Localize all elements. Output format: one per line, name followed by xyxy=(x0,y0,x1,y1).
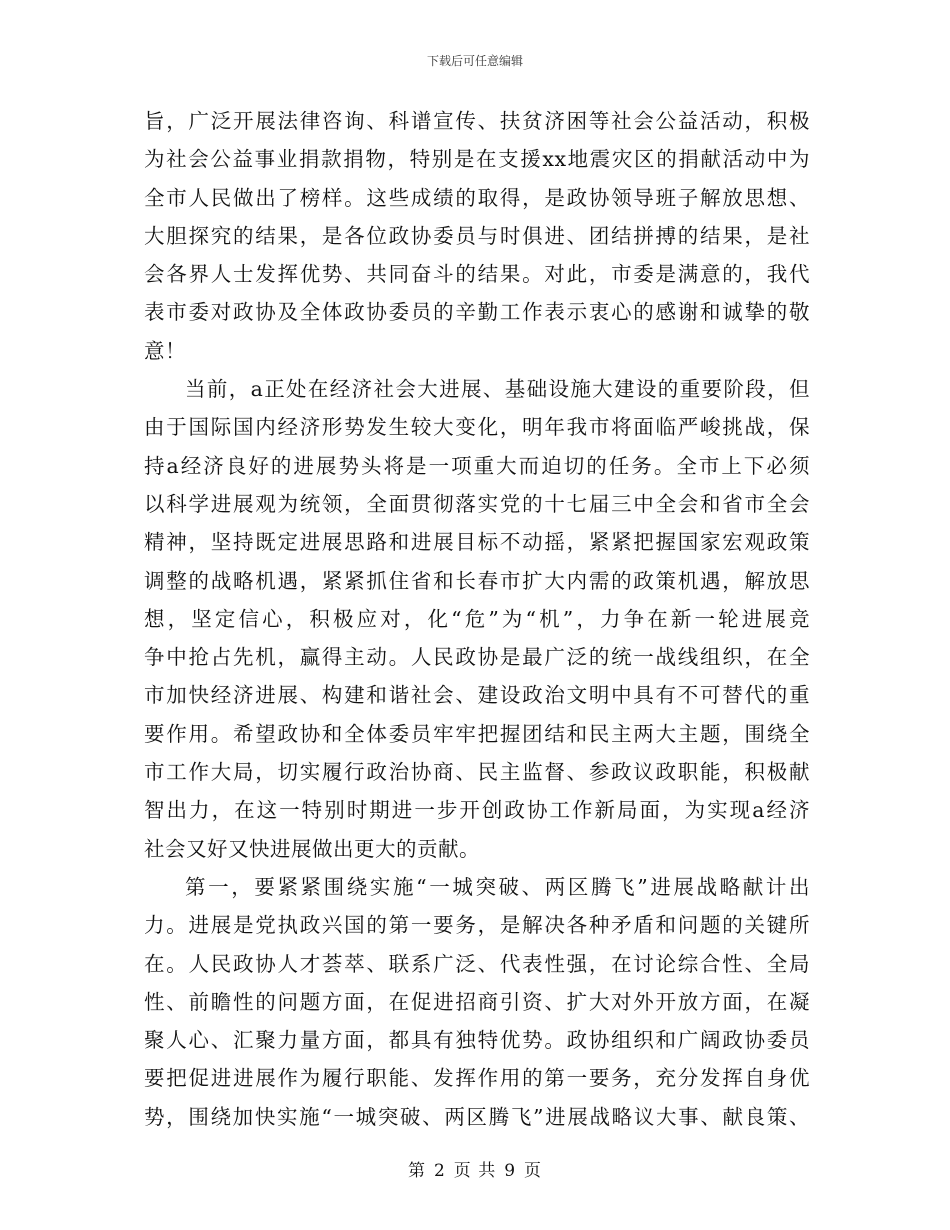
text-line: 调整的战略机遇，紧紧抓住省和长春市扩大内需的政策机遇，解放思 xyxy=(144,568,810,593)
text-line: 势，围绕加快实施“一城突破、两区腾飞”进展战略议大事、献良策、 xyxy=(144,1104,810,1129)
text-line: 会各界人士发挥优势、共同奋斗的结果。对此，市委是满意的，我代 xyxy=(144,262,810,287)
text-line: 为社会公益事业捐款捐物，特别是在支援xx地震灾区的捐献活动中为 xyxy=(144,147,810,172)
text-line: 社会又好又快进展做出更大的贡献。 xyxy=(144,836,480,861)
text-line: 力。进展是党执政兴国的第一要务，是解决各种矛盾和问题的关键所 xyxy=(144,913,810,938)
text-line: 市加快经济进展、构建和谐社会、建设政治文明中具有不可替代的重 xyxy=(144,683,810,708)
footer-prefix: 第 xyxy=(407,1161,426,1181)
text-line: 市工作大局，切实履行政治协商、民主监督、参政议政职能，积极献 xyxy=(144,760,810,785)
text-line: 以科学进展观为统领，全面贯彻落实党的十七届三中全会和省市全会 xyxy=(144,491,810,516)
paragraph-2 xyxy=(144,370,810,868)
text-line: 性、前瞻性的问题方面，在促进招商引资、扩大对外开放方面，在凝 xyxy=(144,989,810,1014)
text-line: 要作用。希望政协和全体委员牢牢把握团结和民主两大主题，围绕全 xyxy=(144,721,810,746)
text-line: 旨，广泛开展法律咨询、科谱宣传、扶贫济困等社会公益活动，积极 xyxy=(144,109,810,133)
text-line: 精神，坚持既定进展思路和进展目标不动摇，紧紧把握国家宏观政策 xyxy=(144,530,810,555)
text-line: 争中抢占先机，赢得主动。人民政协是最广泛的统一战线组织，在全 xyxy=(144,645,810,670)
paragraph-3 xyxy=(144,868,810,1136)
text-line: 持a经济良好的进展势头将是一项重大而迫切的任务。全市上下必须 xyxy=(144,453,810,478)
text-line: 全市人民做出了榜样。这些成绩的取得，是政协领导班子解放思想、 xyxy=(144,185,810,210)
text-line: 聚人心、汇聚力量方面，都具有独特优势。政协组织和广阔政协委员 xyxy=(144,1028,810,1053)
text-line: 由于国际国内经济形势发生较大变化，明年我市将面临严峻挑战，保 xyxy=(144,415,810,440)
text-line: 当前，a正处在经济社会大进展、基础设施大建设的重要阶段，但 xyxy=(185,377,810,402)
current-page-number: 2 xyxy=(433,1161,446,1181)
text-line: 意！ xyxy=(144,338,186,363)
footer-middle: 页 共 xyxy=(453,1161,497,1181)
text-line: 智出力，在这一特别时期进一步开创政协工作新局面，为实现a经济 xyxy=(144,798,810,823)
text-line: 大胆探究的结果，是各位政协委员与时俱进、团结拼搏的结果，是社 xyxy=(144,223,810,248)
text-line: 在。人民政协人才荟萃、联系广泛、代表性强，在讨论综合性、全局 xyxy=(144,951,810,976)
text-line: 表市委对政协及全体政协委员的辛勤工作表示衷心的感谢和诚挚的敬 xyxy=(144,300,810,325)
text-line: 想，坚定信心，积极应对，化“危”为“机”，力争在新一轮进展竞 xyxy=(144,606,810,631)
page-footer xyxy=(0,1156,950,1181)
footer-suffix: 页 xyxy=(524,1161,543,1181)
paragraph-1 xyxy=(144,102,810,370)
document-body xyxy=(144,102,810,1136)
page-header: 下载后可任意编辑 xyxy=(426,54,523,68)
text-line: 第一，要紧紧围绕实施“一城突破、两区腾飞”进展战略献计出 xyxy=(185,874,810,899)
text-line: 要把促进进展作为履行职能、发挥作用的第一要务，充分发挥自身优 xyxy=(144,1066,810,1091)
total-pages-number: 9 xyxy=(504,1161,517,1181)
